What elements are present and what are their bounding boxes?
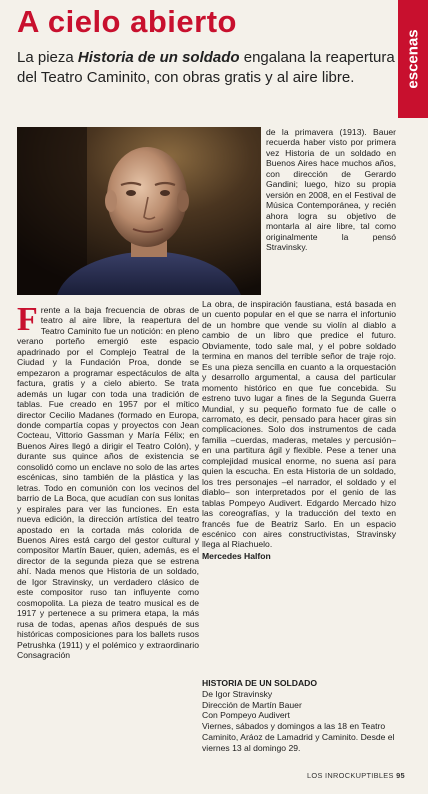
- article-photo: [17, 127, 261, 295]
- page-footer: [307, 771, 405, 780]
- section-label: escenas: [404, 29, 422, 89]
- portrait-photo: [17, 127, 261, 295]
- info-box-schedule: Viernes, sábados y domingos a las 18 en Teatro Caminito, Aráoz de Lamadrid y Caminito. Desde el viernes 13 al domingo 29.: [202, 721, 395, 753]
- info-box-cast: Con Pompeyo Audivert: [202, 710, 290, 721]
- deck-work-title: Historia de un soldado: [77, 49, 240, 66]
- article-paragraph-2: La obra, de inspiración faustiana, está basada en un cuento popular en el que se narra el infortunio de un hombre que vende su violín al diablo a cambio de un libro que predice el futuro. Obviamente, todo sale mal, y el pobre soldado termina en manos del terrible señor de traje rojo. Es una pieza sencilla en cuanto a la orquestación y desarrollo argumental, a causa del particular momento histórico en que fue concebida. Su estreno tuvo lugar a fines de la Segunda Guerra Mundial, y su pequeño formato fue de calle o carromato, es decir, pensado para hacer giras sin complicaciones. Solo dos instrumentos de cada familia –cuerdas, maderas, metales y percusión– en una partitura ágil y flexible. Pese a tener una complejidad musical enorme, no suena así para quien la escucha. En esta Historia de un soldado, los tres personajes –el narrador, el soldado y el diablo– son interpretados por el genio de las tablas Pompeyo Audivert. Edgardo Mercado hizo las coreografías, y la traducción del texto en francés fue de Beatriz Sarlo. En un espacio escénico con aires constructivistas, Stravinsky llega al Riachuelo.: [202, 299, 396, 550]
- article-deck: [17, 48, 395, 88]
- page-number: 95: [396, 771, 405, 780]
- article-column-right-bottom: [202, 299, 396, 561]
- drop-cap: F: [17, 301, 38, 338]
- section-tab: [398, 0, 428, 118]
- deck-text-end: engalana la reapertura del Teatro Caminito, con obras gratis y al aire libre.: [17, 49, 395, 86]
- author-signature: Mercedes Halfon: [202, 550, 271, 561]
- info-box-author: De Igor Stravinsky: [202, 688, 273, 699]
- article-paragraph-continued: de la primavera (1913). Bauer recuerda haber visto por primera vez Historia de un soldado en Buenos Aires hace muchos años, con dirección de Gerardo Gandini; luego, hizo su propia versión en 2008, en el Festival de Música Contemporánea, y recién ahora logra su objetivo de montarla al aire libre, tal como originalmente la pensó Stravinsky.: [266, 127, 396, 252]
- article-paragraph-1: [17, 301, 199, 660]
- article-column-right-top: [266, 127, 396, 252]
- article-title: A cielo abierto: [17, 4, 237, 39]
- info-box: [202, 678, 396, 754]
- paragraph-1-text: rente a la baja frecuencia de obras de teatro al aire libre, la reapertura del Teatro Caminito fue un notición: en pleno verano porteño emergió este espacio apadrinado por el Complejo Teatral de la Ciudad y la Fundación Proa, donde se empezaron a programar espectáculos de alta factura, gratis y a cielo abierto. Se trata además un lugar con toda una tradición de tablas. Fue creado en 1957 por el mítico director Cecilio Madanes (formado en Europa, donde compartía copas y proyectos con Jean Cocteau, Vittorio Gassman y María Félix; en Buenos Aires llegó a dirigir el Teatro Colón), y durante sus quince años de existencia se consolidó como un enclave no solo de las artes escénicas, sino también de la plástica y las letras. Todo en comunión con los vecinos del barrio de La Boca, que acudían con sus lonitas y espirales para ver las funciones. En esta nueva edición, la dirección artística del teatro apostado en la cortada más colorida de Buenos Aires está cargo del gestor cultural y compositor Martín Bauer, quien, además, es el director de la segunda pieza que se estrena ahí. Nada menos que Historia de un soldado, de Igor Stravinsky, un verdadero clásico de este compositor ruso tan influyente como cosmopolita. La pieza de teatro musical es de 1917 y pertenece a su primera etapa, la más rusa de todas, apenas años después de sus históricas composiciones para los ballets rusos Petrushka (1911) y el polémico y extraordinario Consagración: [17, 305, 199, 660]
- info-box-title: HISTORIA DE UN SOLDADO: [202, 678, 318, 688]
- magazine-name: LOS INROCKUPTIBLES: [307, 771, 394, 780]
- deck-text-start: La pieza: [17, 49, 78, 66]
- article-column-left: [17, 301, 199, 660]
- info-box-director: Dirección de Martín Bauer: [202, 699, 302, 710]
